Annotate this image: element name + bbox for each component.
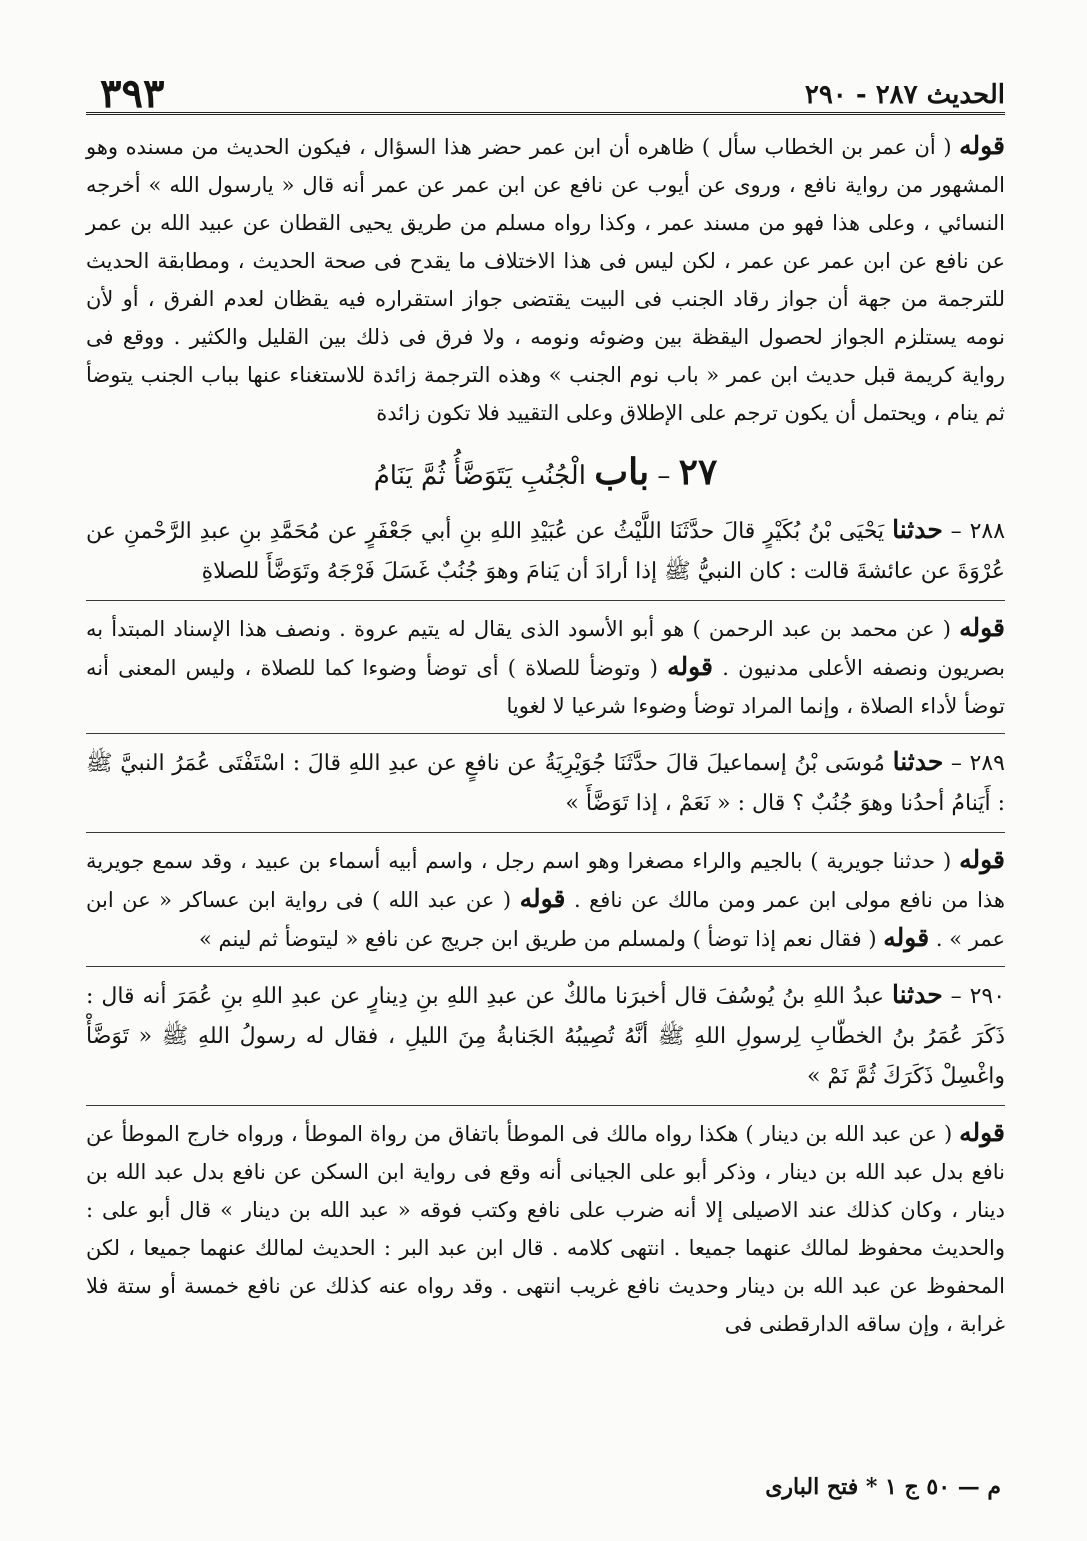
commentary-text: ( فقال نعم إذا توضأ ) ولمسلم من طريق ابن جريج عن نافع « ليتوضأ ثم لينم » <box>198 927 877 951</box>
qawl-marker: قوله <box>883 923 930 952</box>
commentary-text: ( أن عمر بن الخطاب سأل ) ظاهره أن ابن عمر حضر هذا السؤال ، فيكون الحديث من مسنده وهو المشهور من رواية نافع ، وروى عن أيوب عن نافع عن ابن عمر عن عمر أنه قال « يارسول الله » أخرجه النسائي ، وعلى هذا فهو من مسند عمر ، وكذا رواه مسلم من طريق يحيى القطان عن عبيد الله بن عمر عن نافع عن ابن عمر عن عمر ، لكن ليس فى هذا الاختلاف ما يقدح فى صحة الحديث ، ومطابقة الحديث للترجمة من جهة أن جواز رقاد الجنب فى البيت يقتضى جواز استقراره فيه يقظان لعدم الفرق ، أو لأن نومه يستلزم الجواز لحصول اليقظة بين وضوئه ونومه ، ولا فرق فى ذلك بين القليل والكثير . ووقع فى رواية كريمة قبل حديث ابن عمر « باب نوم الجنب » وهذه الترجمة زائدة للاستغناء عنها بباب الجنب يتوضأ ثم ينام ، ويحتمل أن يكون ترجم على الإطلاق وعلى التقييد فلا تكون زائدة <box>86 135 1005 425</box>
chapter-heading <box>86 452 1005 496</box>
hadith-text: مُوسَى بْنُ إسماعيلَ قالَ حدَّثَنَا جُوَيْرِيَةُ عن نافعٍ عن عبدِ اللهِ قالَ : اسْتَفْتَى عُمَرُ النبيَّ ﷺ : أَيَنامُ أحدُنا وهوَ جُنُبٌ ؟ قال : « نَعَمْ ، إذا تَوَضَّأَ » <box>86 751 1005 816</box>
page-number: ٣٩٣ <box>100 70 165 117</box>
hadith-text: عبدُ اللهِ بنُ يُوسُفَ قال أخبرَنا مالكٌ عن عبدِ اللهِ بنِ دِينارٍ عن عبدِ اللهِ بنِ عُمَرَ أنه قال : ذَكَرَ عُمَرُ بنُ الخطّابِ لِرسولِ اللهِ ﷺ أنَّهُ تُصِيبُهُ الجَنابةُ مِنَ الليلِ ، فقال له رسولُ اللهِ ﷺ « تَوَضَّأْ واغْسِلْ ذَكَرَكَ ثُمَّ نَمْ » <box>86 984 1005 1089</box>
separator-line <box>86 832 1005 833</box>
separator-line <box>86 733 1005 734</box>
separator-line <box>86 600 1005 601</box>
qawl-marker: قوله <box>519 884 566 913</box>
hadith-288 <box>86 510 1005 592</box>
commentary-289 <box>86 841 1005 958</box>
hadith-text: يَحْيَى بْنُ بُكَيْرٍ قالَ حدَّثَنَا اللَّيْثُ عن عُبَيْدِ اللهِ بنِ أبي جَعْفَرٍ عن مُحَمَّدِ بنِ عبدِ الرَّحْمنِ عن عُرْوَةَ عن عائشةَ قالت : كان النبيُّ ﷺ إذا أرادَ أن يَنامَ وهوَ جُنُبٌ غَسَلَ فَرْجَهُ وتَوَضَّأَ للصلاةِ <box>86 519 1005 584</box>
printer-signature: م — ٥٠ ج ١ * فتح البارى <box>765 1474 1001 1500</box>
chapter-dash: – <box>657 461 671 491</box>
chapter-word: باب <box>594 451 650 493</box>
qawl-marker: قوله <box>959 1118 1005 1147</box>
commentary-text: ( عن عبد الله ) فى رواية ابن عساكر « عن ابن عمر » . <box>86 888 1005 951</box>
commentary-block-1 <box>86 127 1005 432</box>
qawl-marker: قوله <box>959 845 1005 874</box>
hadith-number: ٢٨٨ – <box>950 519 1006 544</box>
commentary-290 <box>86 1114 1005 1343</box>
haddathana-marker: حدثنا <box>892 515 943 544</box>
hadith-290 <box>86 975 1005 1097</box>
haddathana-marker: حدثنا <box>892 747 944 776</box>
page-header <box>86 56 1005 115</box>
hadith-number: ٢٩٠ – <box>950 984 1006 1009</box>
commentary-text: ( عن محمد بن عبد الرحمن ) هو أبو الأسود الذى يقال له يتيم عروة . ونصف هذا الإسناد المبتدأ به بصريون ونصفه الأعلى مدنيون . <box>86 617 1005 680</box>
chapter-title: الْجُنُبِ يَتَوَضَّأُ ثُمَّ يَنَامُ <box>373 461 586 491</box>
chapter-number: ٢٧ <box>678 451 718 493</box>
qawl-marker: قوله <box>667 652 713 681</box>
commentary-text: ( عن عبد الله بن دينار ) هكذا رواه مالك فى الموطأ باتفاق من رواة الموطأ ، ورواه خارج الموطأ عن نافع بدل عبد الله بن دينار ، وذكر أبو على الجيانى أنه وقع فى رواية ابن السكن عن نافع بدل عبد الله بن دينار ، وكان كذلك عند الاصيلى إلا أنه ضرب على نافع وكتب فوقه « عبد الله بن دينار » قال أبو على : والحديث محفوظ لمالك عنهما جميعا . انتهى كلامه . قال ابن عبد البر : الحديث لمالك عنهما جميعا ، لكن المحفوظ عن عبد الله بن دينار وحديث نافع غريب انتهى . وقد رواه عنه كذلك عن نافع خمسة أو ستة فلا غرابة ، وإن ساقه الدارقطنى فى <box>86 1122 1005 1336</box>
commentary-text: ( وتوضأ للصلاة ) أى توضأ وضوءا كما للصلاة ، وليس المعنى أنه توضأ لأداء الصلاة ، وإنما المراد توضأ وضوءا شرعيا لا لغويا <box>86 656 1005 718</box>
qawl-marker: قوله <box>959 613 1005 642</box>
qawl-marker: قوله <box>959 131 1005 160</box>
hadith-289 <box>86 742 1005 824</box>
chapter-range: الحديث ٢٨٧ - ٢٩٠ <box>804 80 1005 110</box>
separator-line <box>86 966 1005 967</box>
separator-line <box>86 1105 1005 1106</box>
haddathana-marker: حدثنا <box>891 980 943 1009</box>
hadith-number: ٢٨٩ – <box>950 751 1005 776</box>
commentary-text: ( حدثنا جويرية ) بالجيم والراء مصغرا وهو اسم رجل ، واسم أبيه أسماء بن عبيد ، وقد سمع جويرية هذا من نافع مولى ابن عمر ومن مالك عن نافع . <box>86 849 1006 912</box>
commentary-288 <box>86 609 1005 725</box>
